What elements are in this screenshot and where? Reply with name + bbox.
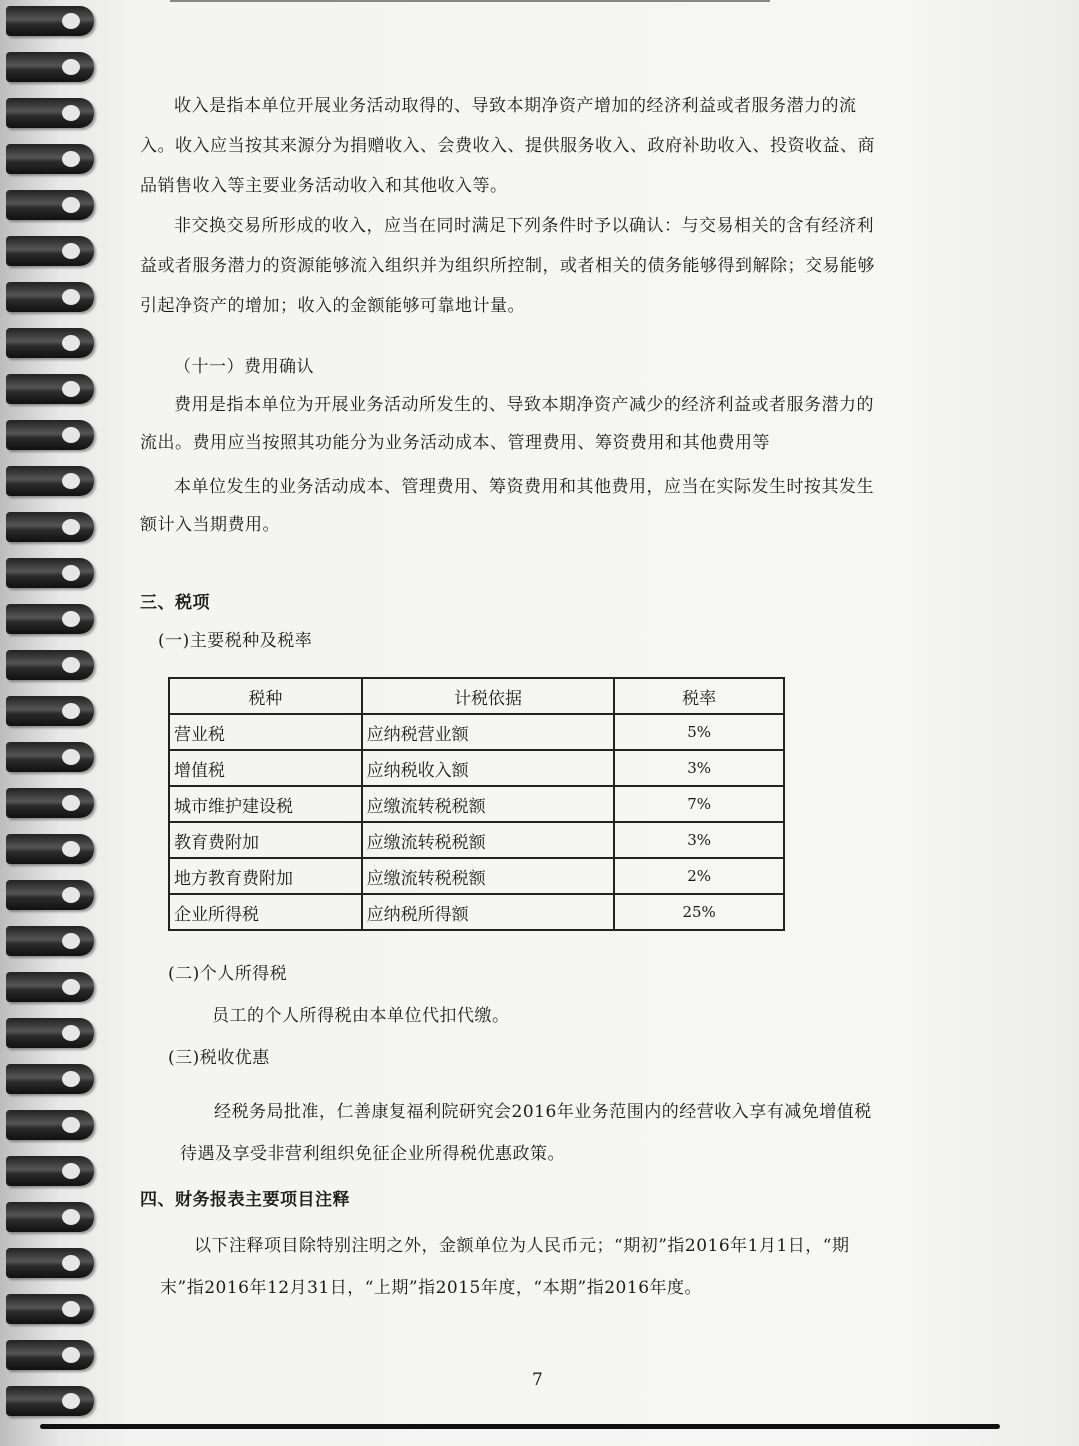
tax-basis-cell: 应缴流转税税额 [362,786,615,822]
header-tax-basis: 计税依据 [362,678,615,714]
binding-ring [6,1156,94,1186]
binding-ring [6,1018,94,1048]
tax-basis-cell: 应纳税所得额 [362,894,615,930]
binding-ring [6,144,94,174]
binding-ring [6,1248,94,1278]
tax-rate-cell: 25% [614,894,784,930]
binding-ring [6,1202,94,1232]
binding-ring [6,1386,94,1416]
binding-ring [6,1110,94,1140]
tax-basis-cell: 应缴流转税税额 [362,822,615,858]
binding-ring [6,604,94,634]
tax-rate-cell: 2% [614,858,784,894]
binding-ring [6,190,94,220]
binding-ring [6,236,94,266]
binding-ring [6,466,94,496]
expense-section [140,348,885,544]
income-section [140,86,885,326]
tax-type-cell: 教育费附加 [169,822,362,858]
table-row [169,822,784,858]
income-definition-paragraph: 收入是指本单位开展业务活动取得的、导致本期净资产增加的经济利益或者服务潜力的流入。收入应当按其来源分为捐赠收入、会费收入、提供服务收入、政府补助收入、投资收益、商品销售收入等主要业务活动收入和其他收入等。 [140,96,875,196]
tax-type-cell: 营业税 [169,714,362,750]
tax-basis-cell: 应纳税收入额 [362,750,615,786]
binding-ring [6,1064,94,1094]
binding-ring [6,788,94,818]
tax-type-cell: 增值税 [169,750,362,786]
header-tax-type: 税种 [169,678,362,714]
income-recognition-paragraph: 非交换交易所形成的收入，应当在同时满足下列条件时予以确认：与交易相关的含有经济利益或者服务潜力的资源能够流入组织并为组织所控制，或者相关的债务能够得到解除；交易能够引起净资产的增加；收入的金额能够可靠地计量。 [140,216,875,316]
binding-ring [6,834,94,864]
binding-ring [6,1340,94,1370]
tax-rate-cell: 3% [614,822,784,858]
binding-ring [6,328,94,358]
top-divider [170,0,770,2]
tax-incentives-paragraph: 经税务局批准，仁善康复福利院研究会2016年业务范围内的经营收入享有减免增值税待遇及享受非营利组织免征企业所得税优惠政策。 [180,1102,872,1164]
tax-section-title: 三、税项 [140,593,210,613]
binding-ring [6,420,94,450]
binding-ring [6,558,94,588]
personal-income-tax-heading: (二)个人所得税 [168,964,288,984]
tax-rates-subtitle: (一)主要税种及税率 [158,631,313,651]
personal-income-tax-paragraph: 员工的个人所得税由本单位代扣代缴。 [212,1006,510,1026]
header-tax-rate: 税率 [614,678,784,714]
binding-ring [6,6,94,36]
notes-section-title: 四、财务报表主要项目注释 [140,1190,350,1210]
binding-ring [6,972,94,1002]
table-row [169,750,784,786]
binding-ring [6,374,94,404]
binding-ring [6,52,94,82]
tax-rate-table [168,677,785,931]
table-row [169,786,784,822]
spiral-binding [0,0,110,1446]
tax-rate-cell: 7% [614,786,784,822]
tax-details-section [140,953,885,1309]
binding-ring [6,512,94,542]
tax-type-cell: 地方教育费附加 [169,858,362,894]
table-row [169,894,784,930]
expense-definition-paragraph: 费用是指本单位为开展业务活动所发生的、导致本期净资产减少的经济利益或者服务潜力的流出。费用应当按照其功能分为业务活动成本、管理费用、筹资费用和其他费用等 [140,395,874,453]
page-number: 7 [532,1370,543,1390]
expense-heading: （十一）费用确认 [174,357,314,377]
tax-type-cell: 城市维护建设税 [169,786,362,822]
binding-ring [6,926,94,956]
tax-rate-cell: 5% [614,714,784,750]
binding-ring [6,282,94,312]
bottom-edge-line [40,1424,1000,1429]
table-header-row [169,678,784,714]
tax-basis-cell: 应纳税营业额 [362,714,615,750]
tax-type-cell: 企业所得税 [169,894,362,930]
expense-recognition-paragraph: 本单位发生的业务活动成本、管理费用、筹资费用和其他费用，应当在实际发生时按其发生额计入当期费用。 [140,477,874,535]
table-row [169,714,784,750]
binding-ring [6,1294,94,1324]
tax-incentives-heading: (三)税收优惠 [168,1048,270,1068]
binding-ring [6,742,94,772]
table-row [169,858,784,894]
tax-rate-cell: 3% [614,750,784,786]
binding-ring [6,98,94,128]
binding-ring [6,650,94,680]
tax-basis-cell: 应缴流转税税额 [362,858,615,894]
binding-ring [6,696,94,726]
binding-ring [6,880,94,910]
tax-section-headings [140,584,885,660]
notes-intro-paragraph: 以下注释项目除特别注明之外，金额单位为人民币元；“期初”指2016年1月1日，“期末”指2016年12月31日，“上期”指2015年度，“本期”指2016年度。 [160,1236,850,1298]
